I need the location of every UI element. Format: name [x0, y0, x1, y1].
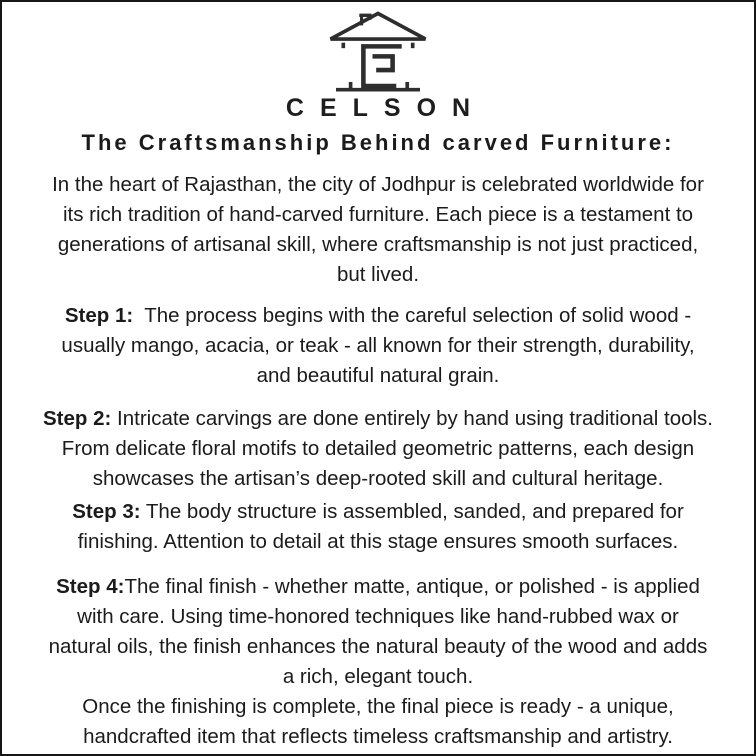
- text-line: In the heart of Rajasthan, the city of Jodhpur is celebrated worldwide for: [52, 173, 704, 196]
- page-title: The Craftsmanship Behind carved Furniture:: [81, 130, 675, 155]
- text-line: a rich, elegant touch.: [282, 665, 474, 688]
- text-line: its rich tradition of hand-carved furniture. Each piece is a testament to: [62, 203, 694, 226]
- step-text: The final finish - whether matte, antique, or polished - is applied: [124, 575, 700, 598]
- text-line: with care. Using time-honored techniques like hand-rubbed wax or: [77, 605, 679, 628]
- text-line: From delicate floral motifs to detailed geometric patterns, each design: [61, 437, 695, 460]
- brand-logo: [10, 8, 746, 92]
- text-line: usually mango, acacia, or teak - all known for their strength, durability,: [61, 334, 695, 357]
- logo-monogram-outer: [363, 46, 401, 86]
- text-line: [10, 404, 746, 434]
- step-text: Intricate carvings are done entirely by hand using traditional tools.: [111, 407, 714, 430]
- step-label: Step 3:: [72, 500, 141, 523]
- paragraph-step-1: [10, 301, 746, 391]
- text-line: generations of artisanal skill, where craftsmanship is not just practiced,: [57, 233, 699, 256]
- step-label: Step 4:: [56, 575, 125, 598]
- paragraph-step-3: [10, 497, 746, 557]
- paragraph-step-2: [10, 404, 746, 494]
- text-line: [10, 497, 746, 527]
- step-label: Step 1:: [64, 304, 134, 327]
- step-text: The body structure is assembled, sanded, and prepared for: [140, 500, 684, 523]
- text-line: finishing. Attention to detail at this stage ensures smooth surfaces.: [77, 530, 679, 553]
- text-line: [10, 572, 746, 602]
- text-line: and beautiful natural grain.: [256, 364, 500, 387]
- text-line: Once the finishing is complete, the final piece is ready - a unique,: [82, 695, 674, 718]
- text-line: natural oils, the finish enhances the natural beauty of the wood and adds: [48, 635, 708, 658]
- text-line: handcrafted item that reflects timeless craftsmanship and artistry.: [83, 725, 673, 748]
- article-body: [10, 170, 746, 752]
- paragraph-closing: [10, 692, 746, 752]
- paragraph-step-4: [10, 572, 746, 692]
- step-text: The process begins with the careful selection of solid wood -: [133, 304, 692, 327]
- step-label: Step 2:: [42, 407, 112, 430]
- paragraph-intro: [10, 170, 746, 290]
- house-s-monogram-icon: [323, 8, 433, 92]
- text-line: showcases the artisan’s deep-rooted skill and cultural heritage.: [92, 467, 664, 490]
- text-line: but lived.: [336, 263, 420, 286]
- text-line: [10, 301, 746, 331]
- logo-roof: [331, 13, 426, 39]
- brand-name: CELSON: [285, 94, 487, 122]
- logo-monogram-inner: [373, 56, 393, 70]
